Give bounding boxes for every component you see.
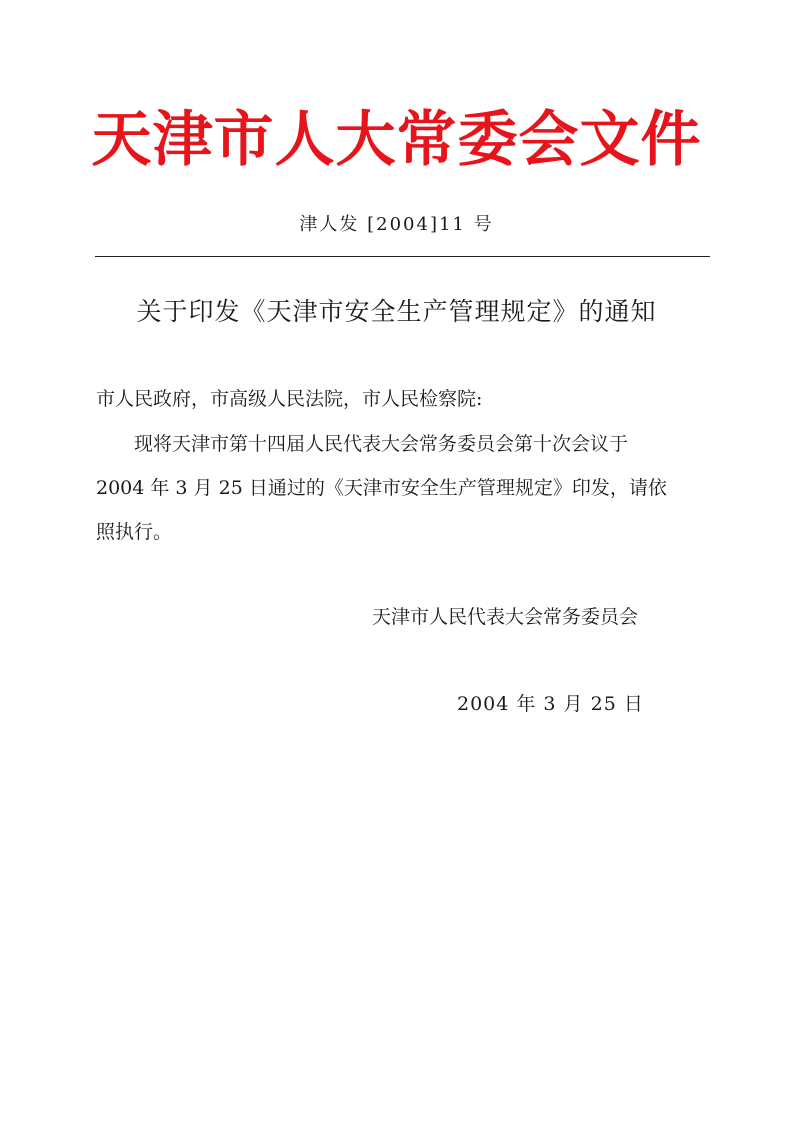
document-issuer-heading: 天津市人大常委会文件: [91, 105, 702, 175]
header-divider: [95, 256, 710, 257]
signing-date: 2004 年 3 月 25 日: [457, 693, 644, 715]
body-line: 照执行。: [96, 521, 173, 543]
body-line: 2004 年 3 月 25 日通过的《天津市安全生产管理规定》印发，请依: [96, 477, 667, 499]
notice-addressee: 市人民政府，市高级人民法院，市人民检察院:: [96, 388, 483, 410]
document-number: 津人发 [2004]11 号: [299, 214, 494, 235]
body-line: 现将天津市第十四届人民代表大会常务委员会第十次会议于: [134, 433, 629, 455]
notice-body-paragraph: [96, 422, 716, 554]
signing-authority: 天津市人民代表大会常务委员会: [372, 606, 639, 628]
notice-title: 关于印发《天津市安全生产管理规定》的通知: [136, 297, 657, 326]
